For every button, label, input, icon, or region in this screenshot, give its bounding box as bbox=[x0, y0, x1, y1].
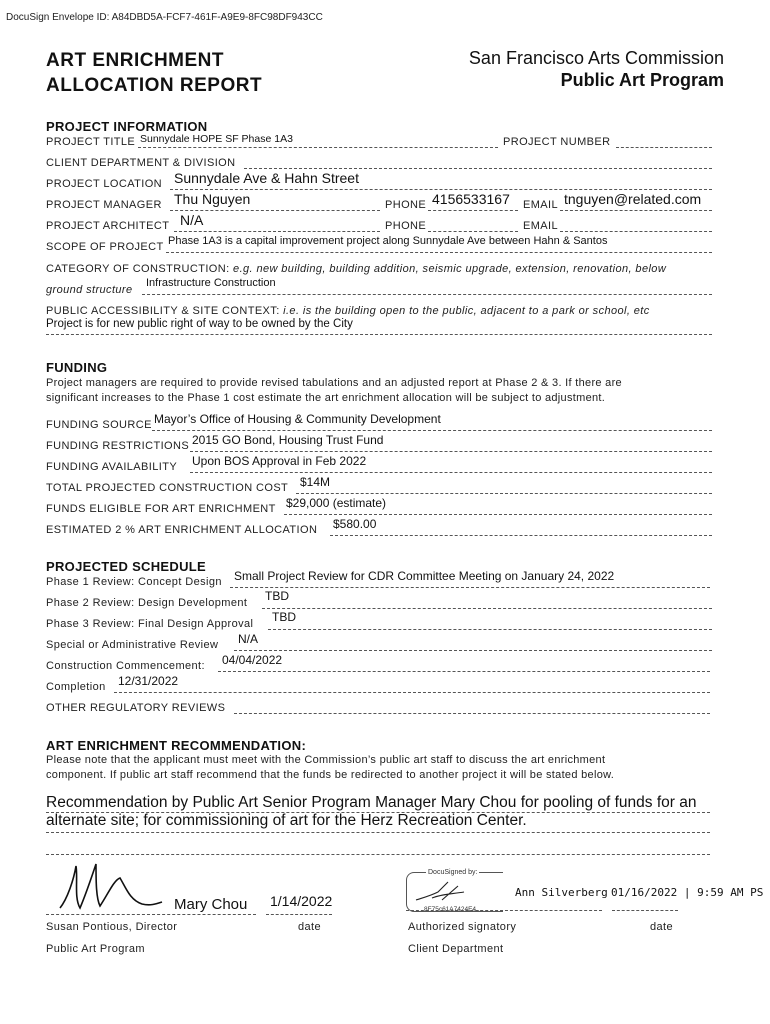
category-hint-2: ground structure bbox=[46, 284, 133, 296]
left-signer-org: Public Art Program bbox=[46, 943, 145, 955]
project-architect-label: PROJECT ARCHITECT bbox=[46, 220, 170, 232]
category-label-text: CATEGORY OF CONSTRUCTION: bbox=[46, 263, 230, 275]
total-cost-label: TOTAL PROJECTED CONSTRUCTION COST bbox=[46, 482, 289, 494]
completion-value: 12/31/2022 bbox=[118, 674, 179, 688]
phase3-label: Phase 3 Review: Final Design Approval bbox=[46, 618, 254, 630]
category-line bbox=[142, 294, 712, 295]
recommendation-note-2: component. If public art staff recommend that the funds be redirected to another project it will be stated below. bbox=[46, 769, 615, 781]
project-manager-label: PROJECT MANAGER bbox=[46, 199, 162, 211]
other-reviews-label: OTHER REGULATORY REVIEWS bbox=[46, 702, 226, 714]
special-review-value: N/A bbox=[238, 632, 259, 646]
report-title-line2: ALLOCATION REPORT bbox=[46, 75, 263, 96]
left-signature-date: 1/14/2022 bbox=[270, 893, 333, 909]
left-date-label: date bbox=[298, 921, 322, 933]
manager-phone-value: 4156533167 bbox=[432, 191, 510, 207]
recommendation-text-2: alternate site; for commissioning of art for the Herz Recreation Center. bbox=[46, 812, 527, 829]
manager-email-value: tnguyen@related.com bbox=[564, 191, 702, 207]
manager-email-label: EMAIL bbox=[523, 199, 559, 211]
docusign-signer-id: 8F75c61A7424E4... bbox=[424, 906, 482, 913]
report-title-line1: ART ENRICHMENT bbox=[46, 50, 224, 71]
funding-note-2: significant increases to the Phase 1 cost estimate the art enrichment allocation will be subject to adjustment. bbox=[46, 392, 606, 404]
total-cost-value: $14M bbox=[300, 475, 331, 489]
phase3-value: TBD bbox=[272, 610, 296, 624]
eligible-funds-value: $29,000 (estimate) bbox=[286, 496, 387, 510]
right-date-line bbox=[612, 910, 678, 911]
client-department-line bbox=[244, 168, 712, 169]
funding-availability-line bbox=[190, 472, 712, 473]
right-signature-line bbox=[406, 910, 602, 911]
right-signer-name: Ann Silverberg bbox=[515, 886, 608, 899]
funding-restrictions-label: FUNDING RESTRICTIONS bbox=[46, 440, 190, 452]
access-label bbox=[46, 305, 650, 317]
recommendation-note-1: Please note that the applicant must meet with the Commission’s public art staff to discuss the art enrichment bbox=[46, 754, 606, 766]
completion-line bbox=[114, 692, 710, 693]
phase2-line bbox=[262, 608, 712, 609]
phase3-line bbox=[268, 629, 712, 630]
estimated-allocation-label: ESTIMATED 2 % ART ENRICHMENT ALLOCATION bbox=[46, 524, 318, 536]
estimated-allocation-value: $580.00 bbox=[333, 517, 377, 531]
phase2-value: TBD bbox=[265, 589, 289, 603]
eligible-funds-line bbox=[284, 514, 712, 515]
category-label bbox=[46, 263, 666, 275]
project-title-line bbox=[138, 147, 498, 148]
eligible-funds-label: FUNDS ELIGIBLE FOR ART ENRICHMENT bbox=[46, 503, 276, 515]
docusigned-by-label: DocuSigned by: bbox=[428, 869, 478, 876]
recommendation-line-2 bbox=[46, 832, 710, 833]
access-label-text: PUBLIC ACCESSIBILITY & SITE CONTEXT: bbox=[46, 305, 280, 317]
left-date-line bbox=[266, 914, 332, 915]
funding-restrictions-value: 2015 GO Bond, Housing Trust Fund bbox=[192, 433, 384, 447]
funding-note-1: Project managers are required to provide revised tabulations and an adjusted report at Phase 2 & 3. If there are bbox=[46, 377, 622, 389]
access-line bbox=[46, 334, 712, 335]
right-date-label: date bbox=[650, 921, 674, 933]
left-signer-name: Mary Chou bbox=[174, 896, 248, 913]
org-program: Public Art Program bbox=[560, 70, 724, 90]
manager-phone-label: PHONE bbox=[385, 199, 427, 211]
architect-email-label: EMAIL bbox=[523, 220, 559, 232]
project-location-value: Sunnydale Ave & Hahn Street bbox=[174, 170, 359, 186]
project-info-heading: PROJECT INFORMATION bbox=[46, 119, 208, 134]
project-architect-line bbox=[174, 231, 380, 232]
estimated-allocation-line bbox=[330, 535, 712, 536]
completion-label: Completion bbox=[46, 681, 106, 693]
client-department-label: CLIENT DEPARTMENT & DIVISION bbox=[46, 157, 236, 169]
special-review-label: Special or Administrative Review bbox=[46, 639, 219, 651]
mary-chou-signature bbox=[56, 858, 166, 914]
org-name: San Francisco Arts Commission bbox=[468, 48, 724, 68]
scope-line bbox=[166, 252, 712, 253]
right-signature-date: 01/16/2022 | 9:59 AM PS bbox=[611, 886, 764, 899]
project-manager-value: Thu Nguyen bbox=[174, 191, 251, 207]
left-signature-line bbox=[46, 914, 256, 915]
left-signer-title: Susan Pontious, Director bbox=[46, 921, 178, 933]
funding-heading: FUNDING bbox=[46, 360, 108, 375]
right-signer-title: Authorized signatory bbox=[408, 921, 517, 933]
total-cost-line bbox=[296, 493, 712, 494]
funding-availability-value: Upon BOS Approval in Feb 2022 bbox=[192, 454, 367, 468]
phase1-line bbox=[230, 587, 710, 588]
funding-availability-label: FUNDING AVAILABILITY bbox=[46, 461, 178, 473]
scope-value: Phase 1A3 is a capital improvement project along Sunnydale Ave between Hahn & Santos bbox=[168, 235, 608, 247]
commencement-value: 04/04/2022 bbox=[222, 653, 283, 667]
architect-email-line bbox=[560, 231, 712, 232]
right-signer-org: Client Department bbox=[408, 943, 504, 955]
ann-silverberg-signature bbox=[412, 880, 482, 904]
project-number-line bbox=[616, 147, 712, 148]
phase1-value: Small Project Review for CDR Committee Meeting on January 24, 2022 bbox=[234, 569, 615, 583]
category-value: Infrastructure Construction bbox=[146, 277, 276, 289]
funding-restrictions-line bbox=[190, 451, 712, 452]
scope-label: SCOPE OF PROJECT bbox=[46, 241, 164, 253]
recommendation-text-1: Recommendation by Public Art Senior Program Manager Mary Chou for pooling of funds for an bbox=[46, 794, 697, 811]
project-title-value: Sunnydale HOPE SF Phase 1A3 bbox=[140, 133, 293, 145]
architect-phone-label: PHONE bbox=[385, 220, 427, 232]
project-title-label: PROJECT TITLE bbox=[46, 136, 136, 148]
phase2-label: Phase 2 Review: Design Development bbox=[46, 597, 248, 609]
project-location-label: PROJECT LOCATION bbox=[46, 178, 163, 190]
category-hint: e.g. new building, building addition, seismic upgrade, extension, renovation, below bbox=[233, 263, 667, 275]
manager-phone-line bbox=[428, 210, 518, 211]
funding-source-line bbox=[152, 430, 712, 431]
recommendation-line-3 bbox=[46, 854, 710, 855]
commencement-label: Construction Commencement: bbox=[46, 660, 205, 672]
project-architect-value: N/A bbox=[180, 212, 204, 228]
schedule-heading: PROJECTED SCHEDULE bbox=[46, 559, 206, 574]
architect-phone-line bbox=[428, 231, 518, 232]
other-reviews-line bbox=[234, 713, 710, 714]
access-value: Project is for new public right of way to be owned by the City bbox=[46, 318, 353, 330]
funding-source-label: FUNDING SOURCE bbox=[46, 419, 152, 431]
project-manager-line bbox=[170, 210, 380, 211]
access-hint: i.e. is the building open to the public, adjacent to a park or school, etc bbox=[283, 305, 650, 317]
special-review-line bbox=[234, 650, 712, 651]
commencement-line bbox=[218, 671, 710, 672]
project-number-label: PROJECT NUMBER bbox=[503, 136, 611, 148]
recommendation-heading: ART ENRICHMENT RECOMMENDATION: bbox=[46, 738, 307, 753]
phase1-label: Phase 1 Review: Concept Design bbox=[46, 576, 222, 588]
project-location-line bbox=[170, 189, 712, 190]
manager-email-line bbox=[560, 210, 712, 211]
docusign-envelope-id: DocuSign Envelope ID: A84DBD5A-FCF7-461F-A9E9-8FC98DF943CC bbox=[6, 12, 323, 23]
funding-source-value: Mayor’s Office of Housing & Community Development bbox=[154, 412, 441, 426]
